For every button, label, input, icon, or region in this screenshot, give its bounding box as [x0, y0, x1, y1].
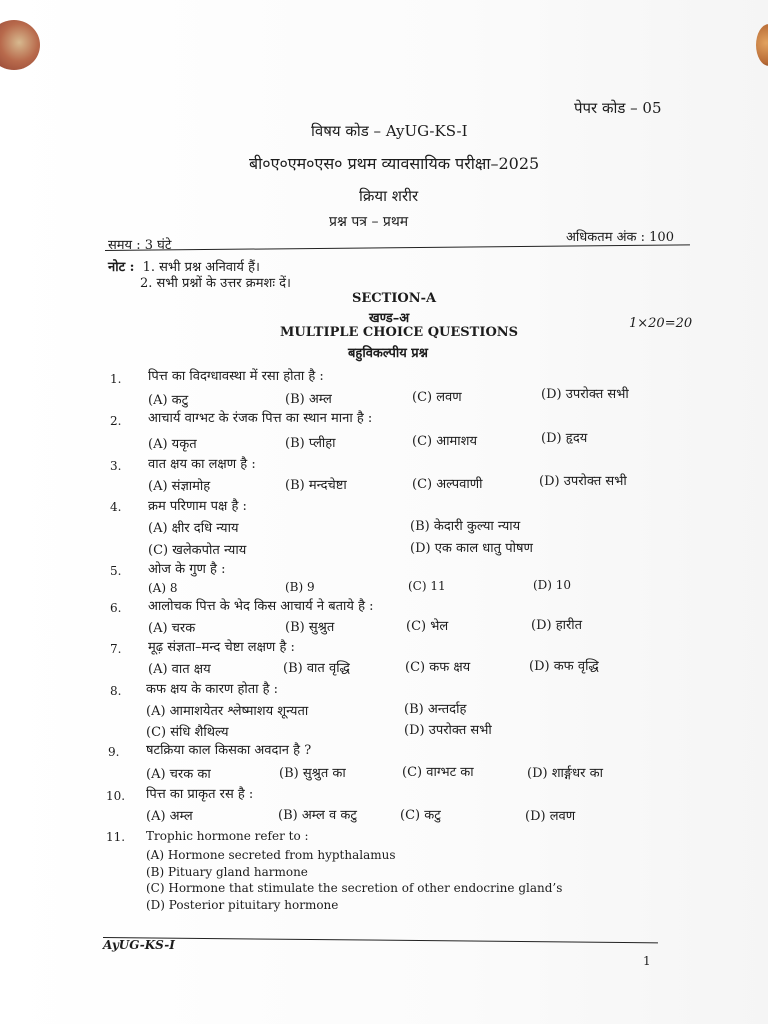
option-c: (C) लवण: [412, 390, 462, 405]
punch-mark-right: [756, 24, 768, 66]
option-a: (A) 8: [148, 581, 178, 595]
option-a: (A) चरक का: [146, 767, 211, 782]
note-label: नोट :: [108, 260, 135, 275]
option-a: (A) कटु: [148, 393, 189, 408]
question-text: षटक्रिया काल किसका अवदान है ?: [146, 743, 312, 758]
question-number: 7.: [110, 642, 122, 656]
note-text-1: 1. सभी प्रश्न अनिवार्य हैं।: [142, 260, 260, 275]
section-title-en: SECTION-A: [352, 291, 437, 306]
option-a: (A) वात क्षय: [148, 662, 211, 677]
paper-name: क्रिया शरीर: [359, 187, 419, 205]
footer-subject-code: AyUG-KS-I: [103, 938, 175, 952]
page-number: 1: [643, 954, 651, 968]
option-c: (C) अल्पवाणी: [412, 477, 483, 492]
option-b: (B) अम्ल: [285, 392, 332, 407]
option-a: (A) Hormone secreted from hypthalamus: [146, 848, 396, 862]
question-text: आलोचक पित्त के भेद किस आचार्य ने बताये है :: [148, 599, 374, 614]
question-number: 2.: [110, 414, 122, 428]
option-d: (D) उपरोक्त सभी: [404, 723, 492, 738]
section-marks: 1×20=20: [629, 316, 693, 331]
question-number: 5.: [110, 564, 122, 578]
option-c: (C) आमाशय: [412, 434, 478, 449]
note-line-2: 2. सभी प्रश्नों के उत्तर क्रमशः दें।: [140, 276, 291, 291]
question-number: 4.: [110, 500, 122, 514]
subject-code: विषय कोड – AyUG-KS-I: [311, 122, 468, 140]
section-title-hi: खण्ड–अ: [369, 311, 410, 326]
option-b: (B) वात वृद्धि: [283, 661, 350, 676]
option-d: (D) उपरोक्त सभी: [541, 387, 629, 402]
option-a: (A) संज्ञामोह: [148, 479, 211, 494]
option-d: (D) लवण: [525, 809, 576, 824]
question-text: कफ क्षय के कारण होता है :: [146, 682, 279, 697]
header-divider: [105, 244, 690, 251]
option-b: (B) Pituary gland harmone: [146, 865, 308, 879]
option-c: (C) कफ क्षय: [405, 660, 471, 675]
option-a: (A) चरक: [148, 621, 196, 636]
question-text: आचार्य वाग्भट के रंजक पित्त का स्थान माना है :: [148, 411, 373, 426]
option-b: (B) 9: [285, 580, 315, 594]
question-text: मूढ़ संज्ञता–मन्द चेष्टा लक्षण है :: [148, 640, 295, 655]
question-number: 9.: [108, 745, 120, 759]
option-b: (B) अम्ल व कटु: [278, 808, 357, 823]
section-heading-hi: बहुविकल्पीय प्रश्न: [348, 346, 428, 361]
punch-mark-left: [0, 20, 40, 70]
footer-divider: [103, 937, 658, 943]
section-heading-en: MULTIPLE CHOICE QUESTIONS: [280, 325, 519, 340]
option-d: (D) हृदय: [541, 431, 588, 446]
option-a: (A) अम्ल: [146, 809, 193, 824]
option-c: (C) खलेकपोत न्याय: [148, 543, 247, 558]
option-b: (B) केदारी कुल्या न्याय: [410, 519, 521, 534]
question-text: पित्त का विदग्धावस्था में रसा होता है :: [148, 369, 324, 384]
option-d: (D) Posterior pituitary hormone: [146, 898, 339, 912]
option-d: (D) हारीत: [531, 618, 583, 633]
option-d: (D) एक काल धातु पोषण: [410, 541, 533, 556]
option-d: (D) शार्ङ्गधर का: [527, 766, 603, 781]
option-d: (D) उपरोक्त सभी: [539, 474, 627, 489]
option-c: (C) 11: [408, 579, 446, 593]
option-d: (D) कफ वृद्धि: [529, 659, 599, 674]
option-a: (A) यकृत: [148, 437, 197, 452]
time-allowed: समय : 3 घंटे: [108, 238, 172, 253]
exam-title: बी०ए०एम०एस० प्रथम व्यावसायिक परीक्षा–2025: [249, 154, 540, 173]
option-c: (C) वाग्भट का: [402, 765, 474, 780]
option-c: (C) संधि शैथिल्य: [146, 725, 229, 740]
question-text: ओज के गुण है :: [148, 562, 226, 577]
option-d: (D) 10: [533, 578, 572, 592]
option-c: (C) Hormone that stimulate the secretion of other endocrine gland’s: [146, 881, 563, 895]
question-text: वात क्षय का लक्षण है :: [148, 457, 256, 472]
question-text: क्रम परिणाम पक्ष है :: [148, 499, 247, 514]
question-number: 1.: [110, 372, 122, 386]
question-number: 11.: [106, 830, 126, 844]
question-text: पित्त का प्राकृत रस है :: [146, 787, 254, 802]
option-a: (A) आमाशयेतर श्लेष्माशय शून्यता: [146, 704, 309, 719]
question-number: 10.: [106, 789, 126, 803]
question-text: Trophic hormone refer to :: [146, 829, 309, 843]
option-c: (C) भेल: [406, 619, 449, 634]
paper-code: पेपर कोड – 05: [574, 99, 662, 117]
option-c: (C) कटु: [400, 808, 441, 823]
max-marks: अधिकतम अंक : 100: [566, 230, 674, 245]
question-number: 8.: [110, 684, 122, 698]
question-number: 6.: [110, 601, 122, 615]
option-a: (A) क्षीर दधि न्याय: [148, 521, 239, 536]
option-b: (B) प्लीहा: [285, 436, 336, 451]
option-b: (B) सुश्रुत का: [279, 766, 346, 781]
option-b: (B) मन्दचेष्टा: [285, 478, 347, 493]
option-b: (B) सुश्रुत: [285, 620, 335, 635]
option-b: (B) अन्तर्दाह: [404, 702, 467, 717]
question-number: 3.: [110, 459, 122, 473]
paper-part: प्रश्न पत्र – प्रथम: [329, 214, 409, 230]
